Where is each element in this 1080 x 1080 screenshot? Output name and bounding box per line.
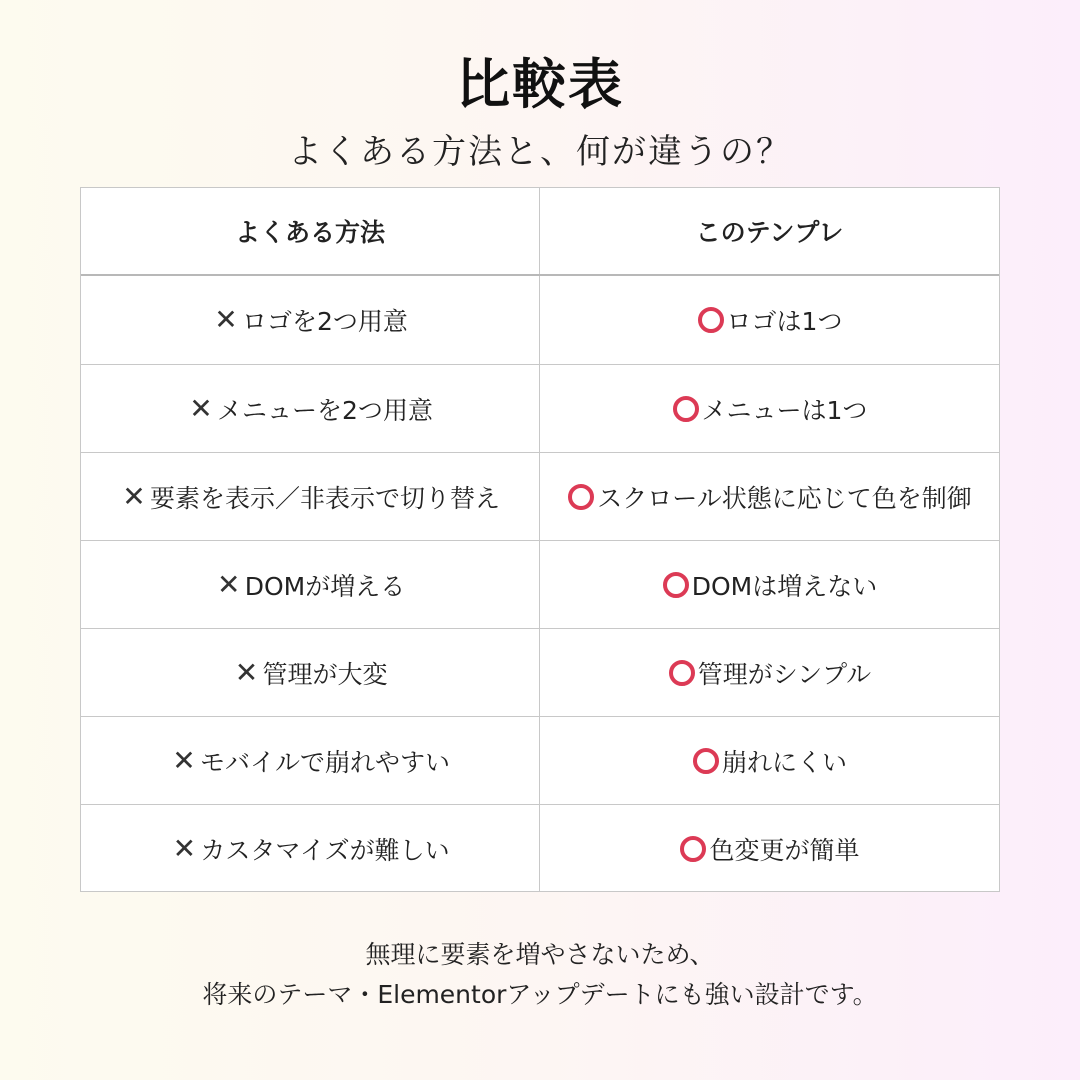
comparison-table — [80, 187, 1000, 892]
table-row — [81, 452, 999, 540]
page-title: 比較表 — [456, 53, 624, 116]
cross-icon: ✕ — [214, 303, 238, 336]
cell-text: 色変更が簡単 — [709, 835, 860, 865]
cell-text: スクロール状態に応じて色を制御 — [597, 483, 972, 513]
table-cell-left — [81, 276, 540, 364]
table-row — [81, 716, 999, 804]
table-cell-left — [81, 453, 540, 540]
table-cell-left — [81, 365, 540, 452]
footer-note — [0, 935, 1080, 1015]
table-row — [81, 540, 999, 628]
cell-text: メニューは1つ — [701, 395, 868, 425]
table-row — [81, 276, 999, 364]
table-cell-right — [540, 453, 999, 540]
cell-text: メニューを2つ用意 — [217, 395, 433, 425]
circle-icon — [692, 747, 720, 775]
footer-line-1: 無理に要素を増やさないため、 — [365, 940, 715, 969]
page-subtitle: よくある方法と、何が違うの？ — [288, 132, 792, 172]
circle-icon — [662, 571, 690, 599]
header-common-method: よくある方法 — [81, 188, 540, 274]
cell-text: DOMが増える — [244, 571, 406, 601]
table-row — [81, 364, 999, 452]
cross-icon: ✕ — [122, 479, 146, 513]
cross-icon: ✕ — [172, 831, 197, 865]
table-row — [81, 628, 999, 716]
circle-icon — [567, 483, 595, 511]
table-cell-left — [81, 717, 540, 804]
cell-text: ロゴを2つ用意 — [242, 307, 408, 336]
cross-icon: ✕ — [189, 391, 213, 425]
footer-line-2: 将来のテーマ・Elementorアップデートにも強い設計です。 — [202, 980, 878, 1009]
cell-text: 要素を表示／非表示で切り替え — [149, 483, 500, 513]
table-cell-right — [540, 365, 999, 452]
cell-text: DOMは増えない — [691, 571, 878, 601]
circle-icon — [672, 395, 700, 423]
header-this-template: このテンプレ — [695, 218, 844, 247]
table-row — [81, 804, 999, 892]
table-cell-right — [540, 629, 999, 716]
table-header-row — [81, 188, 999, 276]
cell-text: モバイルで崩れやすい — [199, 747, 450, 777]
cell-text: ロゴは1つ — [726, 307, 843, 336]
table-cell-left — [81, 629, 540, 716]
cell-text: 崩れにくい — [721, 747, 847, 777]
cross-icon: ✕ — [217, 567, 241, 601]
table-cell-left — [81, 541, 540, 628]
table-cell-right — [540, 805, 999, 892]
cell-text: 管理がシンプル — [697, 659, 872, 689]
table-cell-right — [540, 717, 999, 804]
circle-icon — [668, 659, 696, 687]
table-cell-right — [540, 276, 999, 364]
cell-text: カスタマイズが難しい — [200, 835, 450, 865]
table-cell-right — [540, 541, 999, 628]
cross-icon: ✕ — [172, 743, 196, 777]
table-cell-left — [81, 805, 540, 892]
cell-text: 管理が大変 — [262, 659, 388, 689]
circle-icon — [697, 306, 725, 334]
cross-icon: ✕ — [234, 655, 259, 689]
circle-icon — [679, 835, 707, 863]
